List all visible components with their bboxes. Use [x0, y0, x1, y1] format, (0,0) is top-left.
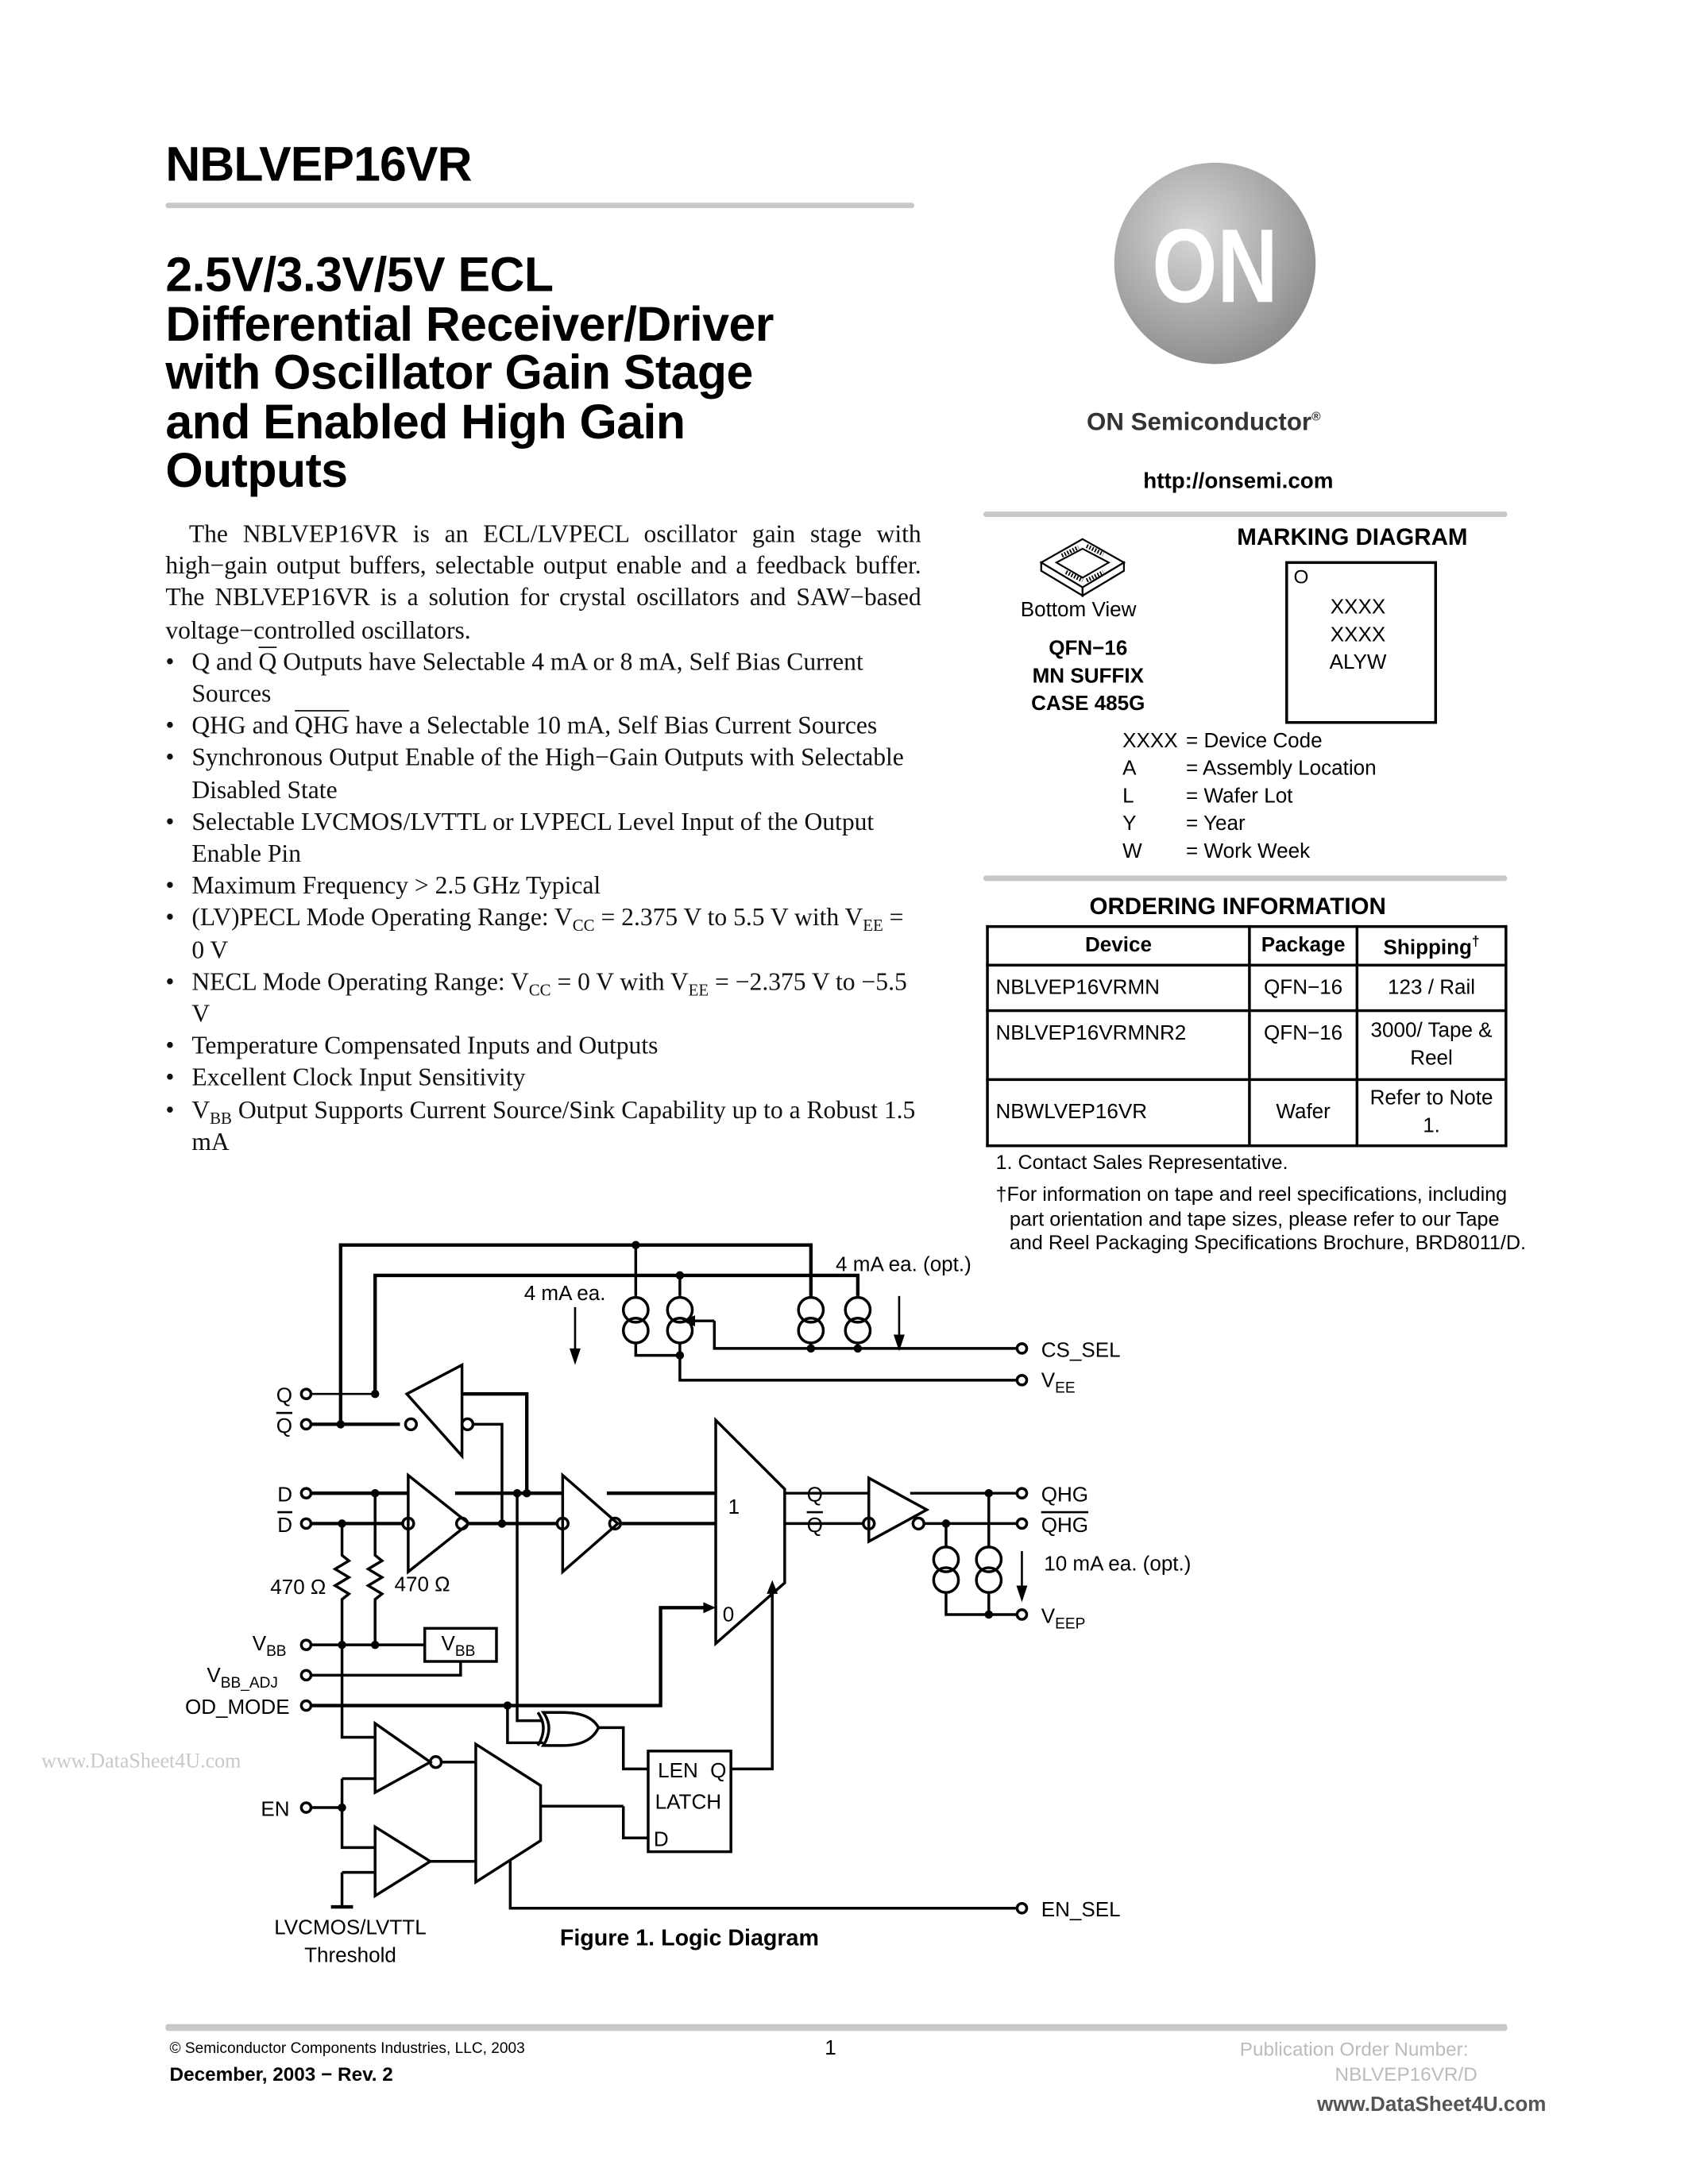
- table-row: NBWLVEP16VR Wafer Refer to Note 1.: [987, 1079, 1506, 1145]
- pin-qbar: Q: [276, 1413, 293, 1437]
- latch-name-label: LATCH: [655, 1789, 722, 1814]
- threshold-label-1: LVCMOS/LVTTL: [274, 1915, 427, 1939]
- pin-od-mode: OD_MODE: [184, 1694, 290, 1719]
- pin-veep: $V_{EEP}$: [1041, 1603, 1086, 1633]
- mux-input-1-label: 1: [728, 1495, 740, 1519]
- page-number: 1: [825, 2036, 836, 2060]
- revision-date: December, 2003 − Rev. 2: [169, 2062, 393, 2085]
- latch-d-label: D: [653, 1827, 669, 1851]
- footer-watermark: www.DataSheet4U.com: [1316, 2093, 1547, 2116]
- table-row: NBLVEP16VRMN QFN−16 123 / Rail: [987, 965, 1506, 1010]
- mux-input-0-label: 0: [722, 1602, 735, 1626]
- feature-item: • $V_{BB}$ Output Supports Current Source/Sink Capability up to a Robust 1.5 mA: [165, 1095, 916, 1156]
- feature-item: • Excellent Clock Input Sensitivity: [165, 1063, 526, 1092]
- subtitle-line: 2.5V/3.3V/5V ECL: [165, 248, 554, 303]
- publication-number: NBLVEP16VR/D: [1335, 2062, 1477, 2085]
- part-number-title: NBLVEP16VR: [165, 137, 472, 192]
- marking-box: O XXXX XXXX ALYW: [1285, 561, 1437, 724]
- svg-text:ON: ON: [1152, 208, 1278, 325]
- pin-vee: $V_{EE}$: [1041, 1368, 1076, 1397]
- latch-len-label: LEN: [658, 1758, 698, 1782]
- company-name: ON Semiconductor®: [1087, 407, 1321, 436]
- subtitle-line: Outputs: [165, 444, 348, 498]
- pin-vbb-adj: $V_{BB\_ADJ}$: [207, 1663, 278, 1692]
- resistor-2-label: 470 Ω: [394, 1572, 450, 1596]
- feature-item: • NECL Mode Operating Range: $V_{CC} = 0$ V with $V_{EE} = -2.375$ V to −5.5 V: [165, 967, 907, 1028]
- cs-4ma-opt-label: 4 mA ea. (opt.): [836, 1252, 971, 1276]
- bottom-view-label: Bottom View: [1020, 598, 1137, 622]
- pin-vbb: $V_{BB}$: [252, 1631, 287, 1661]
- feature-item: • (LV)PECL Mode Operating Range: $V_{CC} = 2.375$ V to 5.5 V with $V_{EE} = 0$ V: [165, 903, 904, 963]
- intro-paragraph: The NBLVEP16VR is an ECL/LVPECL oscillator gain stage with high−gain output buffers, selectable output enable and a feedback buffer. The NBLVEP16VR is a solution for crystal oscillators and SAW−based voltage−controlled oscillators.: [165, 519, 921, 644]
- pin-q: Q: [276, 1383, 293, 1407]
- marking-diagram-title: MARKING DIAGRAM: [1237, 523, 1468, 550]
- feature-item: • Selectable LVCMOS/LVTTL or LVPECL Level Input of the Output Enable Pin: [165, 808, 875, 868]
- cs-4ma-label: 4 mA ea.: [523, 1281, 606, 1306]
- threshold-label-2: Threshold: [304, 1943, 396, 1967]
- table-row: NBLVEP16VRMNR2 QFN−16 3000/ Tape & Reel: [987, 1011, 1506, 1080]
- cs-10ma-label: 10 mA ea. (opt.): [1044, 1551, 1192, 1576]
- ordering-title: ORDERING INFORMATION: [1089, 893, 1386, 920]
- ordering-note-dagger: †For information on tape and reel specifications, including part orientation and tape sizes, please refer to our Tape and Reel Packaging Specifications Brochure, BRD8011/D.: [995, 1184, 1527, 1255]
- publication-label: Publication Order Number:: [1239, 2037, 1469, 2060]
- mux-q-label: Q: [806, 1482, 823, 1507]
- pin-qhg-bar: QHG: [1041, 1512, 1089, 1537]
- watermark: www.DataSheet4U.com: [41, 1749, 241, 1773]
- footer-rule: [165, 2024, 1507, 2032]
- pin-dbar: D: [277, 1512, 293, 1537]
- ordering-note-1: 1. Contact Sales Representative.: [995, 1152, 1288, 1175]
- mux-qbar-label: Q: [806, 1512, 823, 1537]
- pin-cs-sel: CS_SEL: [1041, 1337, 1121, 1362]
- subtitle-line: Differential Receiver/Driver: [165, 297, 774, 351]
- subtitle-line: and Enabled High Gain: [165, 395, 686, 450]
- latch-q-label: Q: [710, 1758, 727, 1782]
- feature-item: • Temperature Compensated Inputs and Outputs: [165, 1032, 659, 1059]
- figure-caption: Figure 1. Logic Diagram: [559, 1925, 819, 1951]
- subtitle-line: with Oscillator Gain Stage: [165, 345, 753, 400]
- pin1-marker: O: [1293, 565, 1309, 588]
- marking-legend: XXXX = Device Code A = Assembly Location L = Wafer Lot Y = Year W = Work Week: [1122, 729, 1377, 863]
- resistor-1-label: 470 Ω: [270, 1574, 326, 1599]
- pin-en-sel: EN_SEL: [1041, 1897, 1121, 1922]
- ordering-table: Device Package Shipping† NBLVEP16VRMN QFN−16 123 / Rail NBLVEP16VRMNR2 QFN−16 3000/ Tape & Reel NBWLVEP16VR Wafer Refer to Note 1.: [986, 925, 1507, 1148]
- package-info: QFN−16 MN SUFFIX CASE 485G: [1031, 637, 1145, 716]
- pin-en: EN: [261, 1796, 290, 1821]
- vbb-block-label: $V_{BB}$: [441, 1631, 476, 1661]
- feature-item: • Synchronous Output Enable of the High−Gain Outputs with Selectable Disabled State: [165, 743, 904, 804]
- website-link[interactable]: http://onsemi.com: [1143, 470, 1334, 494]
- copyright: © Semiconductor Components Industries, LLC, 2003: [169, 2040, 525, 2058]
- pin-qhg: QHG: [1041, 1482, 1089, 1507]
- feature-item: • Maximum Frequency > 2.5 GHz Typical: [165, 871, 601, 900]
- pin-d: D: [277, 1482, 293, 1507]
- feature-item: • QHG and $\overline{QHG}$ have a Selectable 10 mA, Self Bias Current Sources: [165, 712, 878, 739]
- feature-item: • Q and $\overline{Q}$ Outputs have Selectable 4 mA or 8 mA, Self Bias Current Sources: [165, 647, 863, 708]
